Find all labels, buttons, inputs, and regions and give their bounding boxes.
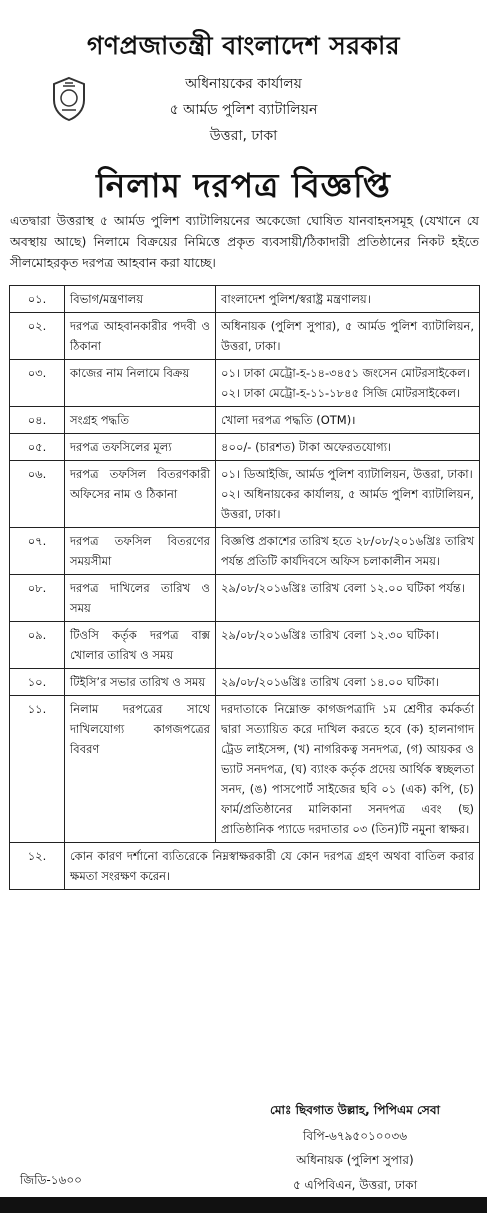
- table-row: [10, 407, 480, 434]
- row-value-line: বিজ্ঞপ্তি প্রকাশের তারিখ হতে ২৮/০৮/২০১৬খ্রিঃ তারিখ পর্যন্ত প্রতিটি কার্যদিবসে অফিস চলাকালীন সময়।: [221, 534, 474, 568]
- table-row: [10, 669, 480, 696]
- row-value-line: অধিনায়ক (পুলিশ সুপার), ৫ আর্মড পুলিশ ব্যাটালিয়ন, উত্তরা, ঢাকা।: [221, 319, 474, 353]
- row-value-line: বাংলাদেশ পুলিশ/স্বরাষ্ট্র মন্ত্রণালয়।: [221, 292, 371, 306]
- table-row: [10, 286, 480, 313]
- table-row: [10, 528, 480, 575]
- row-number: ০৯.: [10, 622, 65, 669]
- row-value: [216, 669, 480, 696]
- bottom-border: [0, 1197, 487, 1213]
- row-value-line: খোলা দরপত্র পদ্ধতি (OTM)।: [221, 413, 356, 427]
- row-label: দরপত্র তফসিলের মূল্য: [65, 434, 216, 461]
- row-label: দরপত্র তফসিল বিতরণকারী অফিসের নাম ও ঠিকানা: [65, 461, 216, 528]
- row-value-line: ০২। অধিনায়কের কার্যালয়, ৫ আর্মড পুলিশ ব্যাটালিয়ন, উত্তরা, ঢাকা।: [221, 487, 474, 521]
- table-row: [10, 360, 480, 407]
- row-value-line: ০১। ঢাকা মেট্রো-হ-১৪-৩৪৫১ জংসেন মোটরসাইকেল।: [221, 366, 470, 380]
- table-row: [10, 461, 480, 528]
- row-value: [216, 461, 480, 528]
- gd-number: জিডি-১৬০০: [20, 1173, 82, 1187]
- row-number: ১০.: [10, 669, 65, 696]
- row-value-line: ২৯/০৮/২০১৬খ্রিঃ তারিখ বেলা ১৪.০০ ঘটিকা।: [221, 675, 439, 689]
- office-location: উত্তরা, ঢাকা: [209, 128, 278, 144]
- row-value: [216, 313, 480, 360]
- row-label: টিওসি কর্তৃক দরপত্র বাক্স খোলার তারিখ ও সময়: [65, 622, 216, 669]
- row-number: ০৬.: [10, 461, 65, 528]
- row-value-line: ২৯/০৮/২০১৬খ্রিঃ তারিখ বেলা ১২.০০ ঘটিকা পর্যন্ত।: [221, 581, 465, 595]
- row-number: ১১.: [10, 696, 65, 843]
- row-label: দরপত্র তফসিল বিতরণের সময়সীমা: [65, 528, 216, 575]
- row-number: ০৩.: [10, 360, 65, 407]
- row-value-line: দরদাতাকে নিম্নোক্ত কাগজপত্রাদি ১ম শ্রেণীর কর্মকর্তা দ্বারা সত্যায়িত করে দাখিল করতে হবে (ক) হালনাগাদ ট্রেড লাইসেন্স, (খ) নাগরিকত্ব সনদপত্র, (গ) আয়কর ও ভ্যাট সনদপত্র, (ঘ) ব্যাংক কর্তৃক প্রদেয় আর্থিক স্বচ্ছলতা সনদ, (ঙ) পাসপোর্ট সাইজের ছবি ০১ (এক) কপি, (চ) ফার্ম/প্রতিষ্ঠানের মালিকানা সনদপত্র এবং (ছ) প্রাতিষ্ঠানিক প্যাডে দরদাতার ০৩ (তিন)টি নমুনা স্বাক্ষর।: [221, 702, 474, 836]
- row-value-line: ০১। ডিআইজি, আর্মড পুলিশ ব্যাটালিয়ন, উত্তরা, ঢাকা।: [221, 467, 473, 481]
- row-label: বিভাগ/মন্ত্রণালয়: [65, 286, 216, 313]
- tender-details-table: [9, 285, 480, 890]
- row-value: [216, 286, 480, 313]
- row-label: কাজের নাম নিলামে বিক্রয়: [65, 360, 216, 407]
- row-value: [216, 407, 480, 434]
- row-value: [216, 575, 480, 622]
- signatory-bp-number: বিপি-৬৭৯৫০১০০৩৬: [303, 1129, 407, 1143]
- signatory-designation: অধিনায়ক (পুলিশ সুপার): [296, 1153, 414, 1167]
- row-number: ১২.: [10, 843, 65, 890]
- table-row: [10, 313, 480, 360]
- table-row: [10, 575, 480, 622]
- row-number: ০২.: [10, 313, 65, 360]
- signatory-name: মোঃ ছিবগাত উল্লাহ, পিপিএম সেবা: [270, 1103, 440, 1117]
- table-row: [10, 434, 480, 461]
- row-number: ০১.: [10, 286, 65, 313]
- row-value-line: ২৯/০৮/২০১৬খ্রিঃ তারিখ বেলা ১২.৩০ ঘটিকা।: [221, 628, 439, 642]
- office-name: অধিনায়কের কার্যালয়: [185, 76, 302, 92]
- row-number: ০৭.: [10, 528, 65, 575]
- row-label: টিইসি’র সভার তারিখ ও সময়: [65, 669, 216, 696]
- row-value: [216, 622, 480, 669]
- row-label: নিলাম দরপত্রের সাথে দাখিলযোগ্য কাগজপত্রের বিবরণ: [65, 696, 216, 843]
- row-value: [216, 360, 480, 407]
- row-number: ০৮.: [10, 575, 65, 622]
- row-number: ০৫.: [10, 434, 65, 461]
- row-label: সংগ্রহ পদ্ধতি: [65, 407, 216, 434]
- row-value: কোন কারণ দর্শানো ব্যতিরেকে নিম্নস্বাক্ষরকারী যে কোন দরপত্র গ্রহণ অথবা বাতিল করার ক্ষমতা সংরক্ষণ করেন।: [65, 843, 480, 890]
- table-row: [10, 843, 480, 890]
- notice-title: নিলাম দরপত্র বিজ্ঞপ্তি: [96, 166, 391, 205]
- row-value-line: ০২। ঢাকা মেট্রো-হ-১১-১৮৪৫ সিজি মোটরসাইকেল।: [221, 386, 461, 400]
- row-label: দরপত্র দাখিলের তারিখ ও সময়: [65, 575, 216, 622]
- table-row: [10, 622, 480, 669]
- row-number: ০৪.: [10, 407, 65, 434]
- table-row: [10, 696, 480, 843]
- row-value: [216, 434, 480, 461]
- battalion-name: ৫ আর্মড পুলিশ ব্যাটালিয়ন: [169, 102, 318, 118]
- row-label: দরপত্র আহবানকারীর পদবী ও ঠিকানা: [65, 313, 216, 360]
- intro-paragraph: এতদ্বারা উত্তরাস্থ ৫ আর্মড পুলিশ ব্যাটালিয়নের অকেজো ঘোষিত যানবাহনসমূহ (যেখানে যে অবস্থায় আছে) নিলামে বিক্রয়ের নিমিত্তে প্রকৃত ব্যবসায়ী/ঠিকাদারী প্রতিষ্ঠানের নিকট হইতে সীলমোহরকৃত দরপত্র আহবান করা যাচ্ছে।: [10, 213, 479, 270]
- row-value-line: ৪০০/- (চারশত) টাকা অফেরতযোগ্য।: [221, 440, 392, 454]
- government-heading: গণপ্রজাতন্ত্রী বাংলাদেশ সরকার: [87, 31, 400, 60]
- signatory-unit: ৫ এপিবিএন, উত্তরা, ঢাকা: [292, 1178, 418, 1192]
- row-value: [216, 696, 480, 843]
- row-value: [216, 528, 480, 575]
